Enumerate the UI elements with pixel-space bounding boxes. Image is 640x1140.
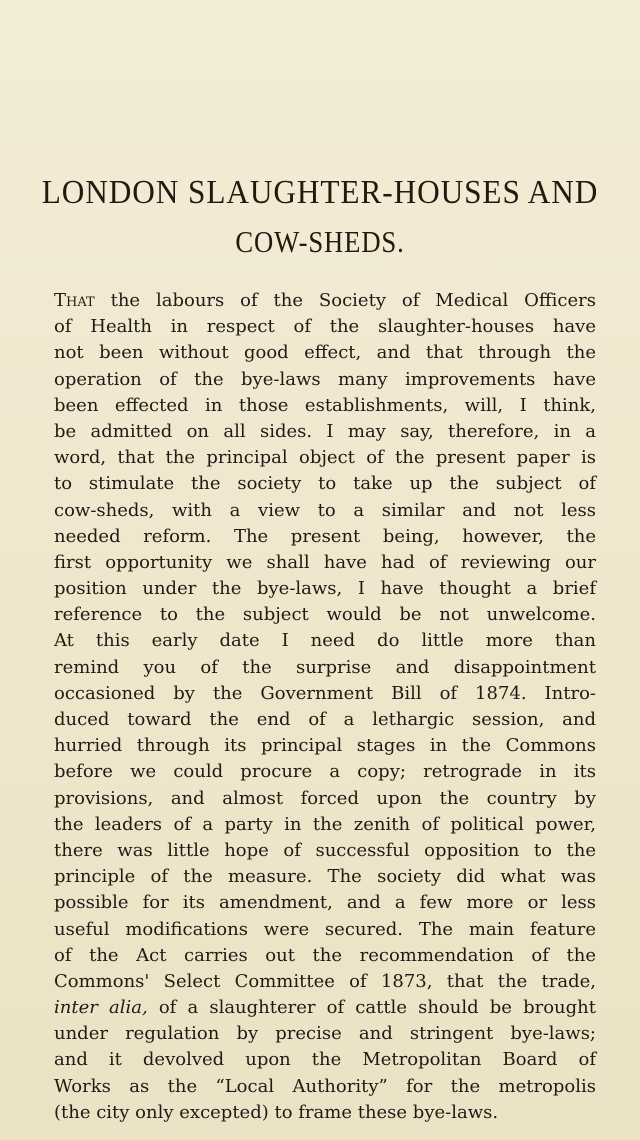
line-text: Commons' Select Committee of 1873, that the trade, xyxy=(54,970,596,992)
text-line xyxy=(54,314,596,340)
text-line xyxy=(54,550,596,576)
line-text: be admitted on all sides. I may say, therefore, in a xyxy=(54,420,596,442)
line-text: Works as the “Local Authority” for the metropolis xyxy=(54,1075,596,1097)
text-line xyxy=(54,1074,596,1100)
line-text: under regulation by precise and stringent bye-laws; xyxy=(54,1023,596,1045)
line-text: word, that the principal object of the present paper is xyxy=(54,447,596,469)
text-line xyxy=(54,628,596,654)
text-line xyxy=(54,681,596,707)
text-line xyxy=(54,995,596,1021)
line-text: the leaders of a party in the zenith of political power, xyxy=(54,813,596,835)
line-text: the labours of the Society of Medical Officers xyxy=(94,290,596,311)
text-line xyxy=(54,707,596,733)
text-line xyxy=(54,655,596,681)
line-text: possible for its amendment, and a few more or less xyxy=(54,892,596,914)
drop-lead-word: That xyxy=(54,290,95,311)
text-line xyxy=(54,890,596,916)
line-text: and it devolved upon the Metropolitan Board of xyxy=(54,1049,596,1071)
text-line xyxy=(54,340,596,366)
line-text: hurried through its principal stages in the Commons xyxy=(54,735,596,757)
text-line xyxy=(54,943,596,969)
text-line xyxy=(54,445,596,471)
line-text: first opportunity we shall have had of reviewing our xyxy=(54,551,596,573)
line-text: there was little hope of successful opposition to the xyxy=(54,839,596,861)
italic-phrase: inter alia, xyxy=(54,997,148,1019)
text-line xyxy=(54,576,596,602)
text-line xyxy=(54,786,596,812)
text-line xyxy=(54,288,596,314)
text-line xyxy=(54,759,596,785)
text-line xyxy=(54,419,596,445)
body-paragraph xyxy=(54,288,596,1126)
line-text: provisions, and almost forced upon the country by xyxy=(54,787,596,809)
line-text: before we could procure a copy; retrograde in its xyxy=(54,761,596,783)
line-text: remind you of the surprise and disappointment xyxy=(54,656,596,678)
text-line xyxy=(54,917,596,943)
line-text: not been without good effect, and that through the xyxy=(54,342,596,364)
line-text: been effected in those establishments, will, I think, xyxy=(54,394,596,416)
line-text: duced toward the end of a lethargic session, and xyxy=(54,709,596,730)
line-text: of a slaughterer of cattle should be brought xyxy=(147,997,596,1019)
chapter-title-line-2: COW-SHEDS. xyxy=(235,224,405,259)
text-line xyxy=(54,1100,596,1126)
line-text: position under the bye-laws, I have thought a brief xyxy=(54,578,596,600)
line-text: to stimulate the society to take up the subject of xyxy=(54,473,596,495)
text-line xyxy=(54,393,596,419)
text-line xyxy=(54,498,596,524)
line-text: (the city only excepted) to frame these bye-laws. xyxy=(54,1101,499,1123)
text-line xyxy=(54,812,596,838)
line-text: of Health in respect of the slaughter-houses have xyxy=(54,316,596,338)
text-line xyxy=(54,1021,596,1047)
text-line xyxy=(54,602,596,628)
line-text: of the Act carries out the recommendation of the xyxy=(54,944,596,966)
text-line xyxy=(54,367,596,393)
line-text: operation of the bye-laws many improvements have xyxy=(54,368,596,390)
line-text: useful modifications were secured. The main feature xyxy=(54,918,596,940)
text-line xyxy=(54,838,596,864)
text-line xyxy=(54,969,596,995)
chapter-title-line-1: LONDON SLAUGHTER-HOUSES AND xyxy=(41,174,599,211)
line-text: At this early date I need do little more than xyxy=(54,630,596,652)
text-line xyxy=(54,1047,596,1073)
text-line xyxy=(54,733,596,759)
line-text: occasioned by the Government Bill of 1874. Intro- xyxy=(54,682,596,704)
text-line xyxy=(54,524,596,550)
text-line xyxy=(54,471,596,497)
line-text: principle of the measure. The society did what was xyxy=(54,866,596,888)
line-text: needed reform. The present being, however, the xyxy=(54,525,596,547)
text-line xyxy=(54,864,596,890)
line-text: cow-sheds, with a view to a similar and not less xyxy=(54,499,596,521)
line-text: reference to the subject would be not unwelcome. xyxy=(54,604,596,626)
